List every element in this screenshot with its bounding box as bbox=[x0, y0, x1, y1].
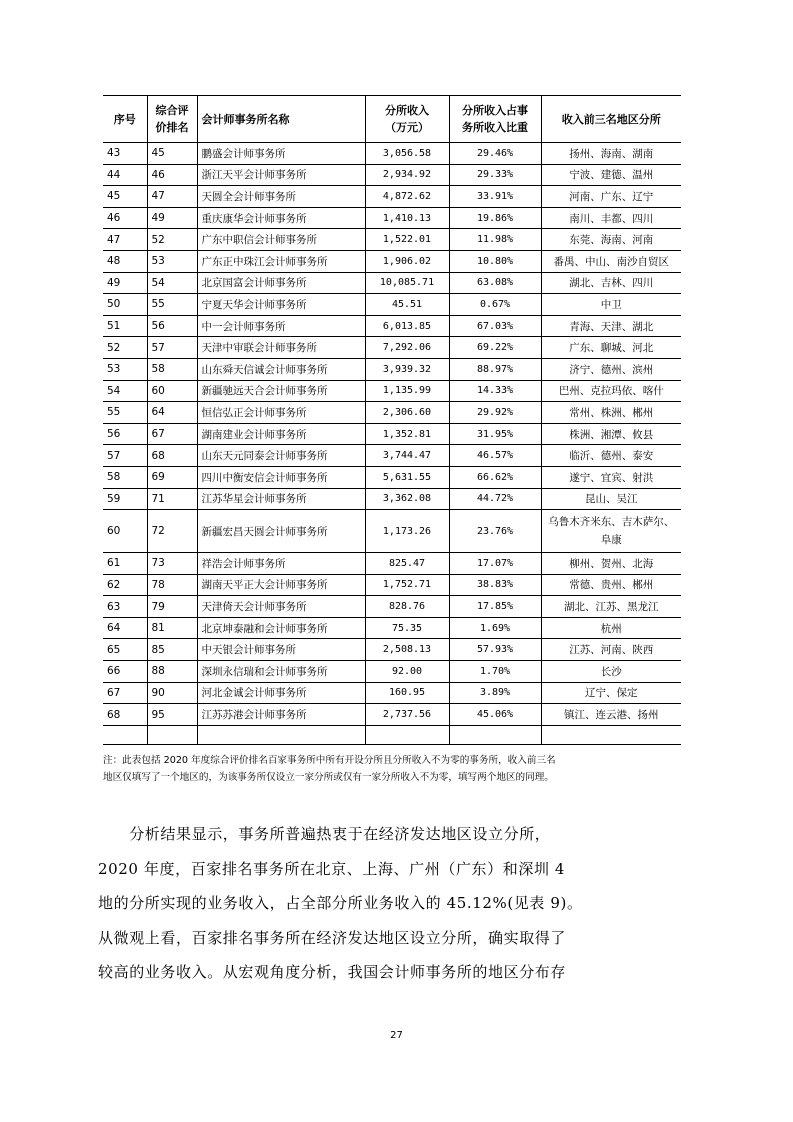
cell-rank: 58 bbox=[147, 358, 197, 380]
empty-cell bbox=[147, 725, 197, 744]
cell-regions: 辽宁、保定 bbox=[541, 682, 681, 704]
cell-seq: 50 bbox=[103, 294, 147, 316]
cell-revenue: 1,173.26 bbox=[365, 510, 449, 553]
cell-rank: 45 bbox=[147, 143, 197, 165]
table-row bbox=[103, 639, 681, 661]
cell-firm-name: 北京国富会计师事务所 bbox=[197, 272, 365, 294]
table-note bbox=[103, 752, 693, 786]
table-row bbox=[103, 466, 681, 488]
cell-seq: 66 bbox=[103, 661, 147, 683]
cell-regions: 广东、聊城、河北 bbox=[541, 337, 681, 359]
cell-share: 14.33% bbox=[449, 380, 541, 402]
cell-share: 69.22% bbox=[449, 337, 541, 359]
table-row bbox=[103, 337, 681, 359]
cell-share: 29.46% bbox=[449, 143, 541, 165]
cell-seq: 63 bbox=[103, 596, 147, 618]
header-rank: 综合评 价排名 bbox=[147, 96, 197, 143]
header-firm-name: 会计师事务所名称 bbox=[197, 96, 365, 143]
table-row bbox=[103, 186, 681, 208]
cell-regions: 番禺、中山、南沙自贸区 bbox=[541, 250, 681, 272]
cell-seq: 58 bbox=[103, 466, 147, 488]
cell-seq: 62 bbox=[103, 574, 147, 596]
cell-share: 88.97% bbox=[449, 358, 541, 380]
cell-rank: 88 bbox=[147, 661, 197, 683]
empty-cell bbox=[103, 725, 147, 744]
cell-rank: 95 bbox=[147, 704, 197, 726]
cell-revenue: 1,906.02 bbox=[365, 250, 449, 272]
paragraph-line: 从微观上看，百家排名事务所在经济发达地区设立分所，确实取得了 bbox=[98, 928, 567, 947]
cell-firm-name: 天津倚天会计师事务所 bbox=[197, 596, 365, 618]
empty-cell bbox=[449, 725, 541, 744]
cell-regions: 济宁、德州、滨州 bbox=[541, 358, 681, 380]
table-header-row bbox=[103, 96, 681, 143]
header-seq: 序号 bbox=[103, 96, 147, 143]
cell-seq: 64 bbox=[103, 617, 147, 639]
cell-regions: 扬州、海南、湖南 bbox=[541, 143, 681, 165]
cell-rank: 52 bbox=[147, 229, 197, 251]
empty-cell bbox=[541, 725, 681, 744]
cell-share: 0.67% bbox=[449, 294, 541, 316]
table-row bbox=[103, 661, 681, 683]
note-line: 地区仅填写了一个地区的，为该事务所仅设立一家分所或仅有一家分所收入不为零，填写两个地区的同理。 bbox=[103, 772, 554, 783]
cell-regions: 湖北、江苏、黑龙江 bbox=[541, 596, 681, 618]
cell-rank: 81 bbox=[147, 617, 197, 639]
cell-seq: 48 bbox=[103, 250, 147, 272]
cell-share: 45.06% bbox=[449, 704, 541, 726]
cell-rank: 90 bbox=[147, 682, 197, 704]
table-row bbox=[103, 596, 681, 618]
cell-seq: 57 bbox=[103, 445, 147, 467]
cell-revenue: 4,872.62 bbox=[365, 186, 449, 208]
cell-rank: 60 bbox=[147, 380, 197, 402]
cell-rank: 73 bbox=[147, 553, 197, 575]
cell-firm-name: 中天银会计师事务所 bbox=[197, 639, 365, 661]
cell-share: 29.92% bbox=[449, 402, 541, 424]
cell-rank: 69 bbox=[147, 466, 197, 488]
cell-revenue: 3,362.08 bbox=[365, 488, 449, 510]
cell-seq: 54 bbox=[103, 380, 147, 402]
cell-firm-name: 广东中职信会计师事务所 bbox=[197, 229, 365, 251]
cell-regions: 镇江、连云港、扬州 bbox=[541, 704, 681, 726]
cell-share: 63.08% bbox=[449, 272, 541, 294]
cell-revenue: 1,135.99 bbox=[365, 380, 449, 402]
table-row bbox=[103, 402, 681, 424]
cell-share: 17.07% bbox=[449, 553, 541, 575]
body-paragraph bbox=[98, 817, 698, 990]
cell-rank: 57 bbox=[147, 337, 197, 359]
cell-rank: 56 bbox=[147, 315, 197, 337]
table-row bbox=[103, 553, 681, 575]
cell-share: 38.83% bbox=[449, 574, 541, 596]
cell-revenue: 3,056.58 bbox=[365, 143, 449, 165]
cell-rank: 78 bbox=[147, 574, 197, 596]
table-row bbox=[103, 488, 681, 510]
table-row bbox=[103, 294, 681, 316]
cell-firm-name: 河北金诚会计师事务所 bbox=[197, 682, 365, 704]
table-row bbox=[103, 164, 681, 186]
cell-regions: 临沂、德州、泰安 bbox=[541, 445, 681, 467]
cell-revenue: 2,737.56 bbox=[365, 704, 449, 726]
cell-firm-name: 中一会计师事务所 bbox=[197, 315, 365, 337]
cell-firm-name: 江苏苏港会计师事务所 bbox=[197, 704, 365, 726]
cell-share: 19.86% bbox=[449, 207, 541, 229]
cell-revenue: 2,508.13 bbox=[365, 639, 449, 661]
cell-rank: 53 bbox=[147, 250, 197, 272]
table-empty-row bbox=[103, 725, 681, 744]
cell-share: 1.70% bbox=[449, 661, 541, 683]
cell-rank: 85 bbox=[147, 639, 197, 661]
cell-firm-name: 山东舜天信诚会计师事务所 bbox=[197, 358, 365, 380]
table-row bbox=[103, 445, 681, 467]
cell-seq: 47 bbox=[103, 229, 147, 251]
cell-firm-name: 四川中衡安信会计师事务所 bbox=[197, 466, 365, 488]
cell-seq: 65 bbox=[103, 639, 147, 661]
cell-share: 57.93% bbox=[449, 639, 541, 661]
cell-regions: 中卫 bbox=[541, 294, 681, 316]
cell-regions: 株洲、湘潭、攸县 bbox=[541, 423, 681, 445]
cell-regions: 遂宁、宜宾、射洪 bbox=[541, 466, 681, 488]
cell-regions: 湖北、吉林、四川 bbox=[541, 272, 681, 294]
cell-revenue: 2,306.60 bbox=[365, 402, 449, 424]
note-line: 注：此表包括 2020 年度综合评价排名百家事务所中所有开设分所且分所收入不为零的事务所，收入前三名 bbox=[103, 755, 556, 766]
cell-regions: 东莞、海南、河南 bbox=[541, 229, 681, 251]
cell-rank: 79 bbox=[147, 596, 197, 618]
page-number: 27 bbox=[390, 1030, 403, 1041]
empty-cell bbox=[197, 725, 365, 744]
cell-seq: 56 bbox=[103, 423, 147, 445]
cell-firm-name: 天津中审联会计师事务所 bbox=[197, 337, 365, 359]
cell-firm-name: 新疆宏昌天圆会计师事务所 bbox=[197, 510, 365, 553]
table-row bbox=[103, 510, 681, 553]
table-row bbox=[103, 229, 681, 251]
cell-revenue: 6,013.85 bbox=[365, 315, 449, 337]
cell-share: 10.80% bbox=[449, 250, 541, 272]
cell-share: 33.91% bbox=[449, 186, 541, 208]
table-row bbox=[103, 315, 681, 337]
cell-revenue: 3,744.47 bbox=[365, 445, 449, 467]
cell-regions: 青海、天津、湖北 bbox=[541, 315, 681, 337]
cell-revenue: 7,292.06 bbox=[365, 337, 449, 359]
cell-firm-name: 天圆全会计师事务所 bbox=[197, 186, 365, 208]
header-revenue: 分所收入 （万元） bbox=[365, 96, 449, 143]
cell-revenue: 45.51 bbox=[365, 294, 449, 316]
cell-seq: 46 bbox=[103, 207, 147, 229]
cell-seq: 60 bbox=[103, 510, 147, 553]
cell-seq: 49 bbox=[103, 272, 147, 294]
cell-rank: 55 bbox=[147, 294, 197, 316]
cell-firm-name: 重庆康华会计师事务所 bbox=[197, 207, 365, 229]
cell-revenue: 1,522.01 bbox=[365, 229, 449, 251]
header-share: 分所收入占事 务所收入比重 bbox=[449, 96, 541, 143]
cell-share: 66.62% bbox=[449, 466, 541, 488]
cell-firm-name: 鹏盛会计师事务所 bbox=[197, 143, 365, 165]
cell-seq: 55 bbox=[103, 402, 147, 424]
cell-share: 31.95% bbox=[449, 423, 541, 445]
table-row bbox=[103, 617, 681, 639]
cell-regions: 杭州 bbox=[541, 617, 681, 639]
cell-firm-name: 北京坤泰融和会计师事务所 bbox=[197, 617, 365, 639]
cell-revenue: 160.95 bbox=[365, 682, 449, 704]
cell-share: 1.69% bbox=[449, 617, 541, 639]
cell-seq: 52 bbox=[103, 337, 147, 359]
cell-firm-name: 恒信弘正会计师事务所 bbox=[197, 402, 365, 424]
cell-regions: 常州、株洲、郴州 bbox=[541, 402, 681, 424]
cell-seq: 43 bbox=[103, 143, 147, 165]
cell-revenue: 1,752.71 bbox=[365, 574, 449, 596]
cell-regions: 长沙 bbox=[541, 661, 681, 683]
cell-regions: 巴州、克拉玛依、喀什 bbox=[541, 380, 681, 402]
cell-share: 44.72% bbox=[449, 488, 541, 510]
cell-regions: 江苏、河南、陕西 bbox=[541, 639, 681, 661]
cell-firm-name: 浙江天平会计师事务所 bbox=[197, 164, 365, 186]
table-row bbox=[103, 380, 681, 402]
cell-rank: 64 bbox=[147, 402, 197, 424]
header-regions: 收入前三名地区分所 bbox=[541, 96, 681, 143]
cell-share: 23.76% bbox=[449, 510, 541, 553]
cell-seq: 67 bbox=[103, 682, 147, 704]
cell-revenue: 1,410.13 bbox=[365, 207, 449, 229]
cell-revenue: 828.76 bbox=[365, 596, 449, 618]
cell-share: 3.89% bbox=[449, 682, 541, 704]
paragraph-line: 地的分所实现的业务收入，占全部分所业务收入的 45.12%(见表 9)。 bbox=[98, 894, 583, 912]
cell-firm-name: 湖南建业会计师事务所 bbox=[197, 423, 365, 445]
cell-regions: 柳州、贺州、北海 bbox=[541, 553, 681, 575]
table-row bbox=[103, 574, 681, 596]
cell-revenue: 1,352.81 bbox=[365, 423, 449, 445]
cell-firm-name: 山东天元同泰会计师事务所 bbox=[197, 445, 365, 467]
cell-firm-name: 新疆驰远天合会计师事务所 bbox=[197, 380, 365, 402]
cell-firm-name: 深圳永信瑞和会计师事务所 bbox=[197, 661, 365, 683]
cell-firm-name: 江苏华星会计师事务所 bbox=[197, 488, 365, 510]
cell-rank: 68 bbox=[147, 445, 197, 467]
paragraph-line: 较高的业务收入。从宏观角度分析，我国会计师事务所的地区分布存 bbox=[98, 963, 567, 981]
paragraph-line: 2020 年度，百家排名事务所在北京、上海、广州（广东）和深圳 4 bbox=[98, 859, 566, 878]
table-row bbox=[103, 704, 681, 726]
table-row bbox=[103, 143, 681, 165]
cell-regions: 昆山、吴江 bbox=[541, 488, 681, 510]
table-row bbox=[103, 250, 681, 272]
cell-seq: 51 bbox=[103, 315, 147, 337]
cell-firm-name: 祥浩会计师事务所 bbox=[197, 553, 365, 575]
cell-revenue: 10,085.71 bbox=[365, 272, 449, 294]
cell-seq: 44 bbox=[103, 164, 147, 186]
cell-rank: 46 bbox=[147, 164, 197, 186]
cell-seq: 45 bbox=[103, 186, 147, 208]
table-row bbox=[103, 207, 681, 229]
cell-firm-name: 湖南天平正大会计师事务所 bbox=[197, 574, 365, 596]
cell-rank: 49 bbox=[147, 207, 197, 229]
branch-revenue-table bbox=[103, 95, 681, 745]
cell-revenue: 75.35 bbox=[365, 617, 449, 639]
cell-rank: 72 bbox=[147, 510, 197, 553]
cell-revenue: 825.47 bbox=[365, 553, 449, 575]
table-row bbox=[103, 358, 681, 380]
empty-cell bbox=[365, 725, 449, 744]
cell-seq: 53 bbox=[103, 358, 147, 380]
cell-firm-name: 广东正中珠江会计师事务所 bbox=[197, 250, 365, 272]
cell-rank: 71 bbox=[147, 488, 197, 510]
cell-seq: 61 bbox=[103, 553, 147, 575]
cell-rank: 67 bbox=[147, 423, 197, 445]
table-row bbox=[103, 682, 681, 704]
cell-regions: 南川、丰都、四川 bbox=[541, 207, 681, 229]
cell-seq: 59 bbox=[103, 488, 147, 510]
cell-rank: 54 bbox=[147, 272, 197, 294]
cell-regions: 乌鲁木齐米东、吉木萨尔、阜康 bbox=[541, 510, 681, 553]
cell-regions: 常德、贵州、郴州 bbox=[541, 574, 681, 596]
cell-regions: 河南、广东、辽宁 bbox=[541, 186, 681, 208]
cell-regions: 宁波、建德、温州 bbox=[541, 164, 681, 186]
cell-share: 67.03% bbox=[449, 315, 541, 337]
cell-revenue: 92.00 bbox=[365, 661, 449, 683]
cell-rank: 47 bbox=[147, 186, 197, 208]
cell-share: 17.85% bbox=[449, 596, 541, 618]
cell-share: 11.98% bbox=[449, 229, 541, 251]
cell-seq: 68 bbox=[103, 704, 147, 726]
cell-revenue: 3,939.32 bbox=[365, 358, 449, 380]
cell-firm-name: 宁夏天华会计师事务所 bbox=[197, 294, 365, 316]
table-row bbox=[103, 272, 681, 294]
cell-revenue: 5,631.55 bbox=[365, 466, 449, 488]
table-row bbox=[103, 423, 681, 445]
paragraph-line: 分析结果显示，事务所普遍热衷于在经济发达地区设立分所， bbox=[98, 825, 551, 843]
cell-share: 46.57% bbox=[449, 445, 541, 467]
table-body bbox=[103, 143, 681, 745]
cell-share: 29.33% bbox=[449, 164, 541, 186]
cell-revenue: 2,934.92 bbox=[365, 164, 449, 186]
